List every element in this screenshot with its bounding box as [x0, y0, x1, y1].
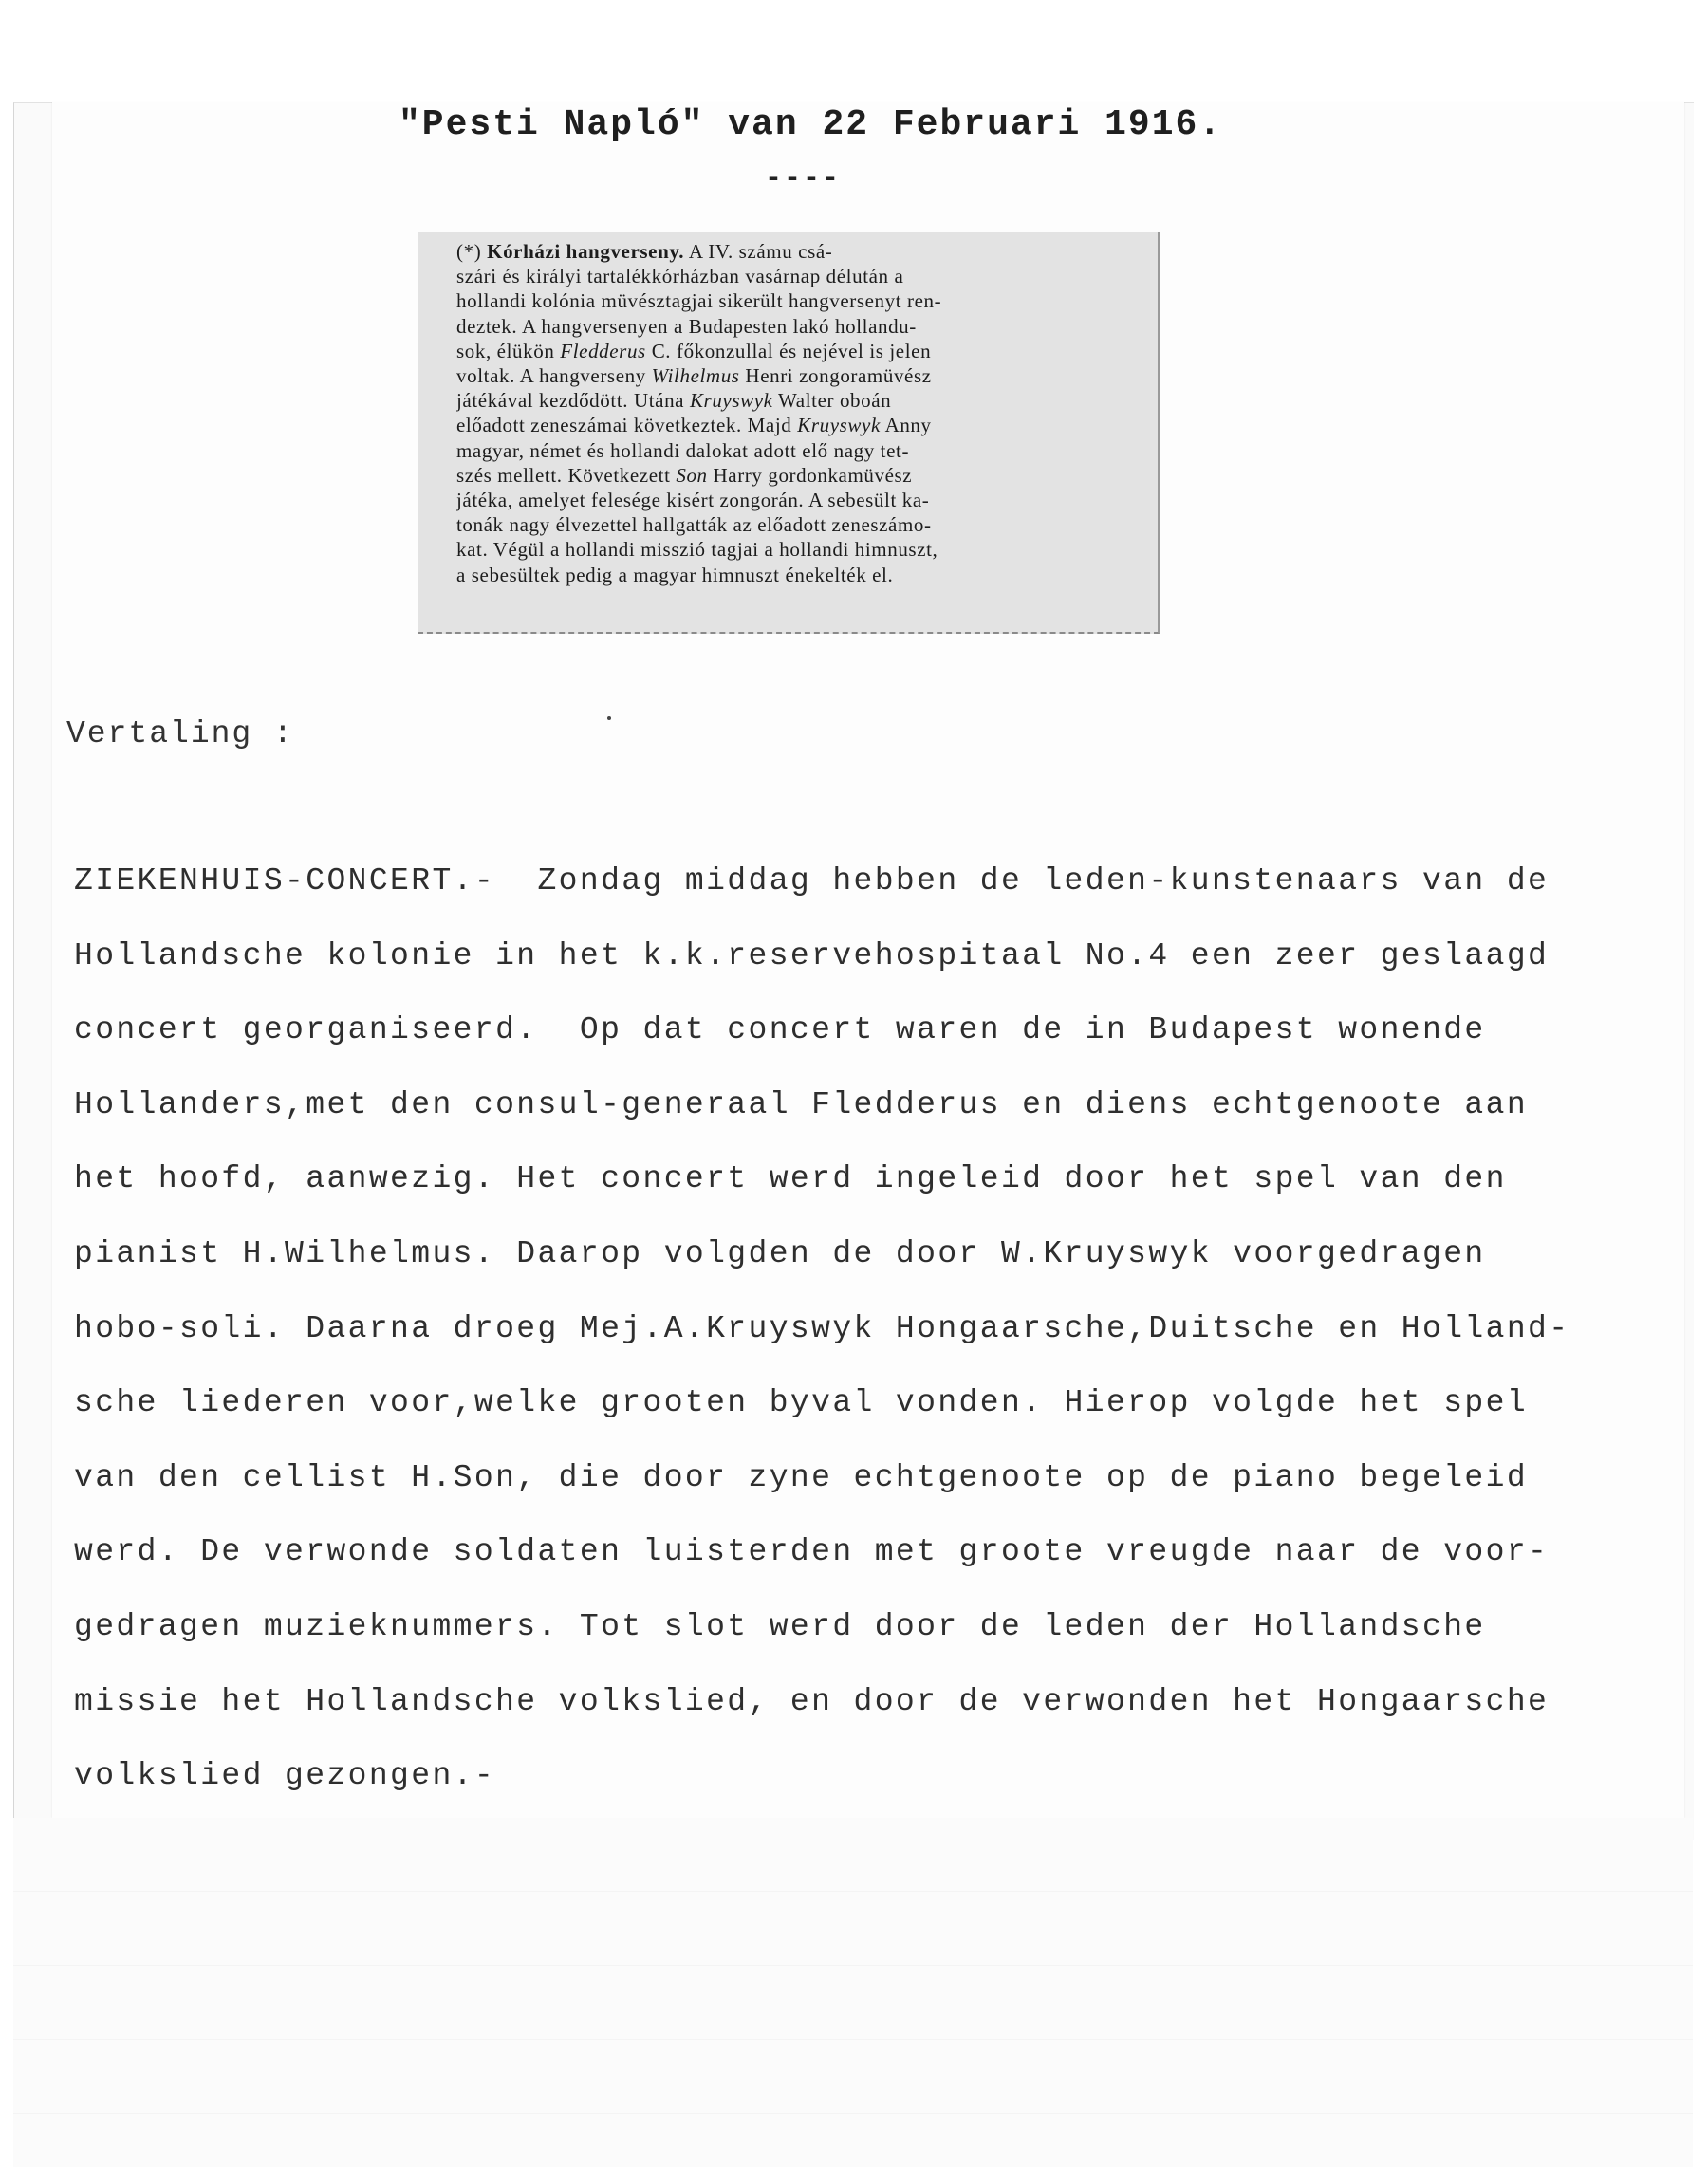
clipping-name: Son — [676, 463, 708, 487]
clipping-text: előadott zeneszámai következtek. Majd — [456, 414, 798, 437]
translation-line: het hoofd, aanwezig. Het concert werd ingeleid door het spel van den — [74, 1161, 1507, 1197]
clipping-text: hollandi kolónia müvésztagjai sikerült hangversenyt ren- — [456, 289, 942, 313]
clipping-text: deztek. A hangversenyen a Budapesten lakó hollandu- — [456, 314, 917, 338]
clipping-text: magyar, német és hollandi dalokat adott elő nagy tet- — [456, 438, 910, 462]
clipping-marker: (*) — [456, 240, 488, 263]
clipping-line — [456, 314, 1141, 339]
translation-line: pianist H.Wilhelmus. Daarop volgden de door W.Kruyswyk voorgedragen — [74, 1235, 1486, 1271]
clipping-line — [456, 339, 1141, 363]
translation-line: werd. De verwonde soldaten luisterden met groote vreugde naar de voor- — [74, 1534, 1550, 1570]
clipping-line — [456, 438, 1141, 463]
clipping-name: Kruyswyk — [689, 389, 773, 413]
translation-line: ZIEKENHUIS-CONCERT.- Zondag middag hebben de leden-kunstenaars van de — [74, 863, 1550, 898]
clipping-line — [456, 413, 1141, 437]
clipping-line — [456, 563, 1141, 587]
clipping-text: tonák nagy élvezettel hallgatták az előadott zeneszámo- — [456, 513, 932, 537]
clipping-text: kat. Végül a hollandi misszió tagjai a hollandi himnuszt, — [456, 538, 938, 562]
title-underline: ---- — [765, 163, 842, 195]
clipping-text: A IV. számu csá- — [684, 240, 833, 263]
lined-paper-margin — [13, 1818, 1693, 2167]
clipping-text: szés mellett. Következett — [456, 463, 677, 487]
clipping-name: Wilhelmus — [651, 364, 740, 388]
translation-line: missie het Hollandsche volkslied, en door de verwonden het Hongaarsche — [74, 1683, 1550, 1719]
translation-line: sche liederen voor,welke grooten byval vonden. Hierop volgde het spel — [74, 1385, 1529, 1421]
clipping-line — [456, 363, 1141, 388]
clipping-headline: Kórházi hangverseny. — [487, 240, 685, 263]
clipping-text: szári és királyi tartalékkórházban vasárnap délután a — [456, 265, 904, 288]
clipping-line — [456, 537, 1141, 562]
translation-line: gedragen muzieknummers. Tot slot werd door de leden der Hollandsche — [74, 1608, 1486, 1644]
clipping-line — [456, 264, 1141, 288]
clipping-name: Fledderus — [560, 339, 646, 362]
clipping-text: játéka, amelyet felesége kisért zongorán. A sebesült ka- — [456, 489, 930, 512]
clipping-text: a sebesültek pedig a magyar himnuszt énekelték el. — [456, 563, 894, 586]
document-title: "Pesti Napló" van 22 Februari 1916. — [399, 104, 1223, 145]
translation-body — [74, 844, 1687, 1814]
clipping-text: Anny — [880, 414, 932, 437]
translation-line: Hollandsche kolonie in het k.k.reservehospitaal No.4 een zeer geslaagd — [74, 937, 1550, 973]
clipping-line — [456, 463, 1141, 488]
clipping-text: sok, élükön — [456, 339, 561, 362]
clipping-line — [456, 288, 1141, 313]
ink-speck — [607, 716, 611, 720]
clipping-text: Henri zongoramüvész — [739, 364, 932, 388]
translation-line: hobo-soli. Daarna droeg Mej.A.Kruyswyk Hongaarsche,Duitsche en Holland- — [74, 1310, 1570, 1346]
translation-line: concert georganiseerd. Op dat concert waren de in Budapest wonende — [74, 1012, 1486, 1048]
clipping-line — [456, 388, 1141, 413]
clipping-text: C. főkonzullal és nejével is jelen — [645, 339, 932, 362]
clipping-line — [456, 488, 1141, 512]
clipping-text: játékával kezdődött. Utána — [456, 389, 690, 413]
clipping-text: voltak. A hangverseny — [456, 364, 652, 388]
clipping-line — [456, 512, 1141, 537]
clipping-text: Walter oboán — [772, 389, 892, 413]
translation-line: volkslied gezongen.- — [74, 1758, 496, 1794]
clipping-name: Kruyswyk — [797, 414, 881, 437]
newspaper-clipping — [418, 232, 1160, 634]
clipping-line — [456, 239, 1141, 264]
translation-label: Vertaling : — [66, 716, 294, 751]
translation-line: van den cellist H.Son, die door zyne echtgenoote op de piano begeleid — [74, 1459, 1529, 1495]
translation-line: Hollanders,met den consul-generaal Fledderus en diens echtgenoote aan — [74, 1086, 1529, 1122]
clipping-text: Harry gordonkamüvész — [707, 463, 913, 487]
